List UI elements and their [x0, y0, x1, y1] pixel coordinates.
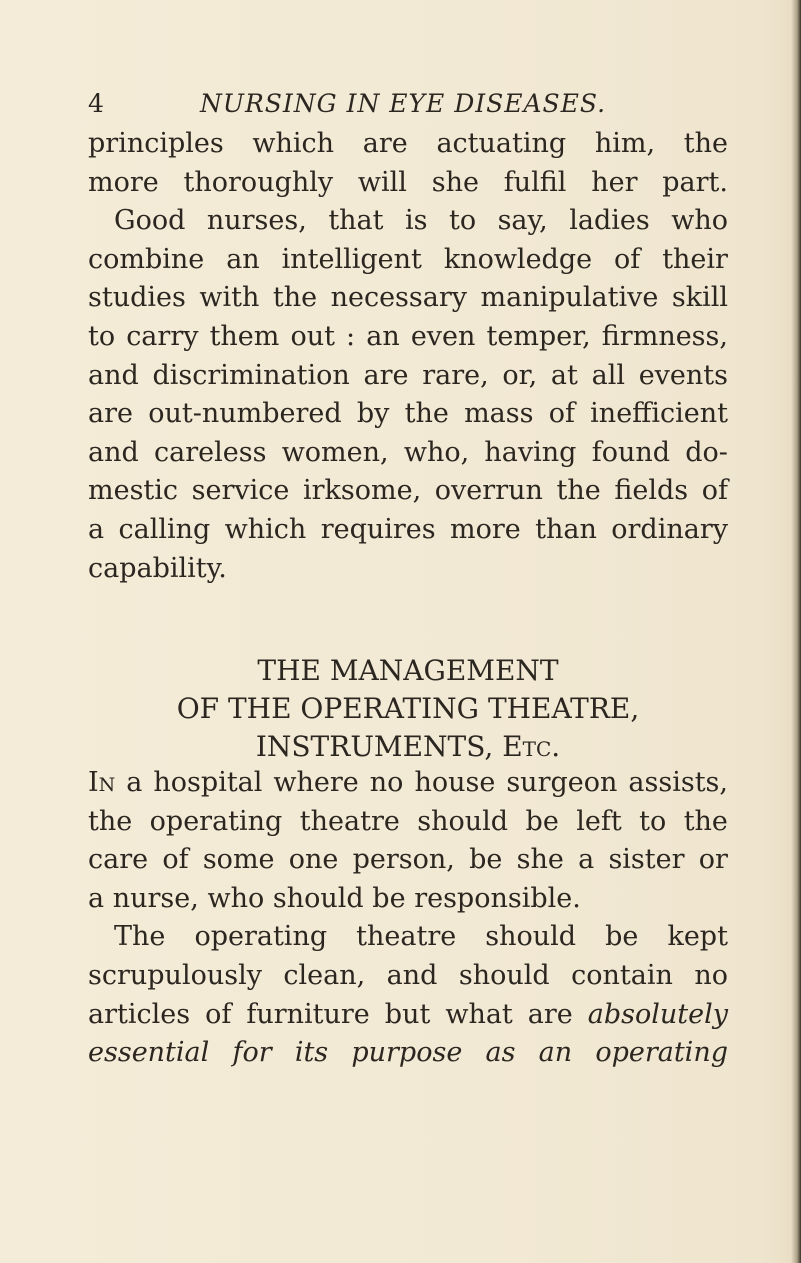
word: a — [578, 844, 595, 876]
word: more — [450, 513, 521, 545]
word: some — [202, 844, 275, 876]
word: who — [671, 205, 728, 237]
word: do- — [685, 436, 728, 468]
heading-line-3 — [88, 728, 728, 766]
word: out — [290, 320, 335, 352]
word: should — [417, 805, 509, 837]
word: the — [683, 805, 728, 837]
text-line — [88, 880, 728, 919]
word: of — [701, 475, 728, 507]
word: house — [414, 767, 496, 798]
word: or — [698, 844, 728, 876]
word: where — [273, 767, 359, 798]
word: than — [535, 513, 597, 545]
word: who, — [403, 436, 470, 468]
word: theatre — [356, 921, 457, 953]
word: absolutely — [587, 998, 728, 1030]
text-line — [88, 357, 728, 396]
word: In — [88, 767, 116, 798]
word: calling — [118, 513, 211, 545]
word: them — [209, 320, 280, 352]
word: but — [384, 998, 431, 1030]
word: the — [683, 128, 728, 159]
word: care — [88, 844, 149, 876]
word: the — [88, 805, 133, 837]
word: are — [363, 359, 409, 391]
page-number: 4 — [88, 89, 105, 118]
word: kept — [667, 921, 728, 953]
word: the — [556, 475, 601, 507]
word: essential — [88, 1037, 210, 1069]
word: be — [605, 921, 639, 953]
word: she — [516, 844, 564, 876]
word: The — [114, 921, 166, 953]
word: service — [191, 475, 290, 507]
text-line — [88, 434, 728, 473]
word: temper, — [486, 320, 591, 352]
word: should — [485, 921, 577, 953]
word: is — [404, 205, 428, 237]
text-line — [88, 918, 728, 957]
word: an — [226, 243, 260, 275]
text-line — [88, 164, 728, 203]
running-head — [88, 86, 728, 122]
word: the — [404, 398, 449, 430]
word: principles — [88, 128, 224, 159]
word: studies — [88, 282, 186, 314]
word: intelligent — [281, 243, 422, 275]
word: to — [448, 205, 477, 237]
word: ladies — [569, 205, 650, 237]
word: who — [207, 882, 265, 914]
word: part. — [662, 166, 728, 198]
word: him, — [594, 128, 656, 159]
word: requires — [320, 513, 436, 545]
word: with — [199, 282, 260, 314]
word: left — [576, 805, 622, 837]
word: hospital — [153, 767, 263, 798]
body-text-top — [88, 125, 728, 588]
page-edge-shadow — [791, 0, 801, 1263]
text-line — [88, 511, 728, 550]
word: capability. — [88, 552, 227, 584]
word: thoroughly — [183, 166, 334, 198]
text-line — [88, 318, 728, 357]
word: no — [694, 959, 728, 991]
word: her — [591, 166, 638, 198]
word: fields — [614, 475, 689, 507]
heading-line-3-main: INSTRUMENTS, — [255, 730, 494, 763]
word: irksome, — [303, 475, 422, 507]
word: should — [458, 959, 550, 991]
word: fulfil — [503, 166, 567, 198]
word: be — [525, 805, 559, 837]
word: a — [88, 882, 105, 914]
word: to — [88, 320, 116, 352]
word: firmness, — [601, 320, 728, 352]
text-line — [88, 241, 728, 280]
word: responsible. — [414, 882, 581, 914]
word: : — [346, 320, 356, 352]
word: scrupulously — [88, 959, 262, 991]
word: she — [431, 166, 479, 198]
word: of — [162, 844, 189, 876]
word: of — [548, 398, 575, 430]
word: inefficient — [590, 398, 728, 430]
word: or, — [502, 359, 538, 391]
word: carry — [126, 320, 199, 352]
paragraph-2 — [88, 202, 728, 588]
word: and — [88, 436, 139, 468]
word: operating — [149, 805, 283, 837]
word: that — [328, 205, 384, 237]
word: skill — [671, 282, 728, 314]
text-line — [88, 202, 728, 241]
word: person, — [352, 844, 455, 876]
text-line — [88, 395, 728, 434]
word: an — [366, 320, 400, 352]
word: rare, — [422, 359, 489, 391]
word: which — [224, 513, 307, 545]
heading-line-1: THE MANAGEMENT — [257, 654, 559, 687]
word: and — [386, 959, 438, 991]
text-line — [88, 472, 728, 511]
paragraph-1 — [88, 125, 728, 202]
word: and — [88, 359, 139, 391]
word: overrun — [434, 475, 543, 507]
word: having — [484, 436, 577, 468]
word: for — [232, 1037, 272, 1069]
word: Good — [114, 205, 186, 237]
word: surgeon — [506, 767, 618, 798]
word: will — [357, 166, 407, 198]
text-line — [88, 550, 728, 589]
word: an — [538, 1037, 573, 1069]
word: necessary — [330, 282, 468, 314]
text-line — [88, 841, 728, 880]
word: should — [272, 882, 364, 914]
word: a — [126, 767, 143, 798]
word: purpose — [351, 1037, 463, 1069]
text-line — [88, 279, 728, 318]
word: a — [88, 513, 105, 545]
word: actuating — [436, 128, 567, 159]
word: are — [527, 998, 573, 1030]
word: as — [485, 1037, 516, 1069]
word: all — [591, 359, 625, 391]
word: the — [272, 282, 318, 314]
word: even — [410, 320, 476, 352]
word: to — [639, 805, 667, 837]
text-line — [88, 1034, 728, 1073]
word: found — [591, 436, 671, 468]
word: discrimination — [152, 359, 350, 391]
word: nurse, — [112, 882, 199, 914]
text-line — [88, 125, 728, 164]
word: their — [662, 243, 728, 275]
word: out-numbered — [148, 398, 342, 430]
word: articles — [88, 998, 191, 1030]
word: clean, — [283, 959, 366, 991]
word: what — [445, 998, 513, 1030]
word: by — [356, 398, 390, 430]
text-line — [88, 957, 728, 996]
word: events — [638, 359, 728, 391]
word: which — [252, 128, 335, 159]
word: of — [614, 243, 641, 275]
word: more — [88, 166, 159, 198]
word: operating — [595, 1037, 728, 1069]
word: say, — [497, 205, 548, 237]
word: careless — [154, 436, 267, 468]
word: be — [469, 844, 503, 876]
text-line — [88, 996, 728, 1035]
word: manipulative — [480, 282, 659, 314]
word: ordinary — [611, 513, 728, 545]
word: combine — [88, 243, 205, 275]
text-line — [88, 803, 728, 842]
heading-line-3-etc: Etc. — [502, 730, 561, 763]
word: knowledge — [443, 243, 593, 275]
word: mass — [464, 398, 534, 430]
heading-line-2: OF THE OPERATING THEATRE, — [176, 692, 640, 725]
word: sister — [608, 844, 685, 876]
word: mestic — [88, 475, 179, 507]
word: at — [550, 359, 578, 391]
section-heading — [88, 652, 728, 766]
text-line — [88, 764, 728, 803]
word: contain — [571, 959, 673, 991]
body-text-bottom — [88, 764, 728, 1073]
word: women, — [281, 436, 389, 468]
word: one — [288, 844, 339, 876]
word: operating — [194, 921, 328, 953]
word: theatre — [299, 805, 400, 837]
word: are — [362, 128, 408, 159]
word: no — [369, 767, 404, 798]
paragraph-3 — [88, 764, 728, 918]
word: its — [294, 1037, 329, 1069]
word: are — [88, 398, 133, 430]
word: assists, — [628, 767, 728, 798]
word: nurses, — [206, 205, 307, 237]
word: of — [205, 998, 232, 1030]
running-head-title: NURSING IN EYE DISEASES. — [200, 89, 607, 118]
word: furniture — [246, 998, 370, 1030]
word: be — [372, 882, 406, 914]
paragraph-4 — [88, 918, 728, 1072]
